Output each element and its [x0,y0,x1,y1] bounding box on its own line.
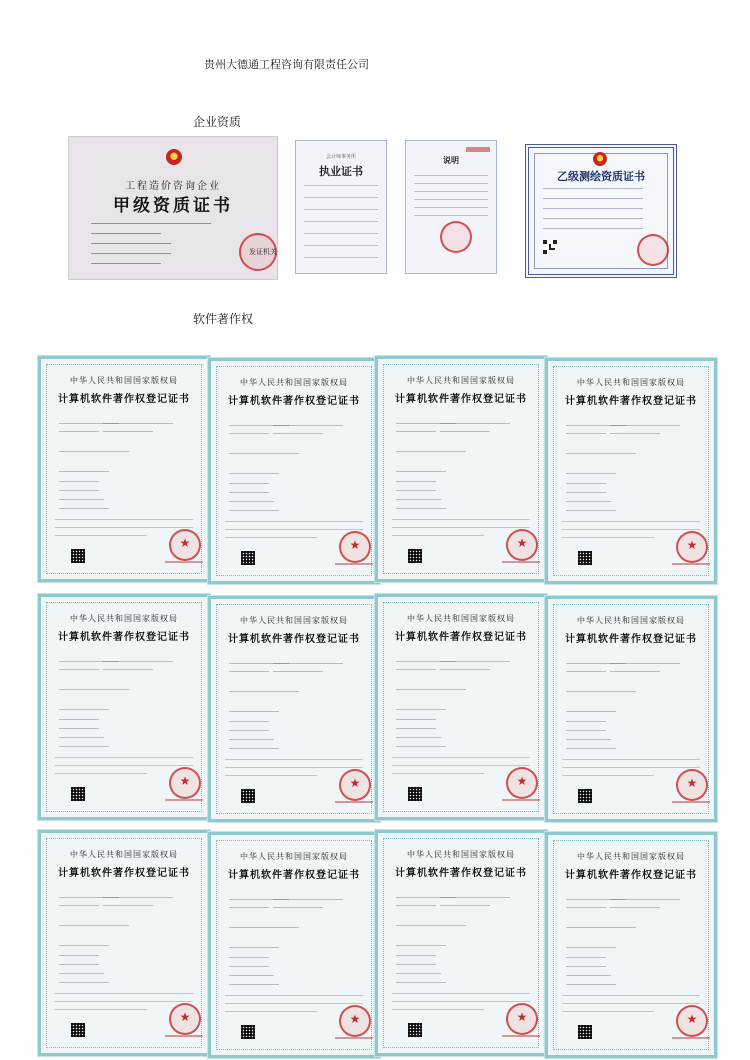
text-line [59,481,99,482]
certificate-page-notes [405,140,497,274]
text-line [566,975,611,976]
text-line [396,719,436,720]
cert-title: 计算机软件著作权登记证书 [565,870,697,881]
text-line [103,431,153,432]
issue-date-line [502,799,540,801]
text-line [59,669,99,670]
software-copyright-certificate [545,358,717,584]
star-icon: ★ [349,538,361,552]
text-line [396,746,446,747]
cert-title: 计算机软件著作权登记证书 [58,868,190,879]
text-line [566,721,606,722]
issuing-authority-label: 发证机关 [249,248,277,256]
cert-authority: 中华人民共和国国家版权局 [577,616,685,625]
qr-code-icon [578,551,592,565]
text-line [543,188,643,189]
text-line [610,425,680,426]
text-line [562,1003,700,1004]
text-line [440,431,490,432]
text-line [396,925,466,926]
section-title-qualifications: 企业资质 [193,115,242,129]
text-line [229,711,279,712]
text-line [103,897,173,898]
national-emblem-icon [166,149,182,165]
qr-code-icon [578,789,592,803]
text-line [225,529,363,530]
software-copyright-certificate [38,830,210,1056]
text-line [225,1011,317,1012]
qualification-cert-cost-consulting [68,136,278,280]
cert-authority: 中华人民共和国国家版权局 [407,376,515,385]
official-seal-icon [339,1005,371,1037]
text-line [562,537,654,538]
star-icon: ★ [179,536,191,550]
cert-title: 执业证书 [319,165,363,178]
text-line [414,199,488,200]
text-line [229,927,299,928]
text-line [59,490,99,491]
text-line [59,451,129,452]
text-line [225,1003,363,1004]
text-line [273,433,323,434]
text-line [59,719,99,720]
text-line [396,709,446,710]
text-line [229,483,269,484]
text-line [566,947,616,948]
cert-title: 计算机软件著作权登记证书 [58,394,190,405]
text-line [59,905,99,906]
qr-code-icon [408,1023,422,1037]
qr-code-icon [543,240,557,254]
serial-number-mark [466,147,490,152]
text-line [91,223,211,224]
text-line [610,907,660,908]
text-line [103,423,173,424]
software-copyright-certificate [208,596,380,822]
official-seal-icon [169,529,201,561]
text-line [229,473,279,474]
text-line [610,433,660,434]
text-line [55,765,193,766]
qr-code-icon [241,789,255,803]
cert-subtitle: 会计师事务所 [325,154,356,160]
text-line [273,907,323,908]
text-line [229,510,279,511]
text-line [55,993,193,994]
text-line [59,925,129,926]
text-line [392,527,530,528]
text-line [229,947,279,948]
official-seal-icon [440,221,472,253]
cert-authority: 中华人民共和国国家版权局 [407,850,515,859]
star-icon: ★ [516,1010,528,1024]
text-line [273,671,323,672]
text-line [562,759,700,760]
text-line [562,995,700,996]
issue-date-line [335,563,373,565]
text-line [59,955,99,956]
text-line [566,483,606,484]
text-line [562,767,700,768]
issue-date-line [672,801,710,803]
qr-code-icon [241,551,255,565]
text-line [229,748,279,749]
text-line [566,739,611,740]
official-seal-icon [339,531,371,563]
text-line [59,499,104,500]
text-line [229,492,269,493]
star-icon: ★ [516,774,528,788]
text-line [396,451,466,452]
official-seal-icon [169,767,201,799]
text-line [304,257,378,258]
cert-authority: 中华人民共和国国家版权局 [70,850,178,859]
national-emblem-icon [593,152,607,166]
issue-date-line [335,1037,373,1039]
qr-code-icon [578,1025,592,1039]
cert-title: 甲级资质证书 [113,196,233,216]
text-line [396,431,436,432]
text-line [440,423,510,424]
text-line [103,661,173,662]
text-line [103,905,153,906]
text-line [225,537,317,538]
text-line [396,945,446,946]
qr-code-icon [408,549,422,563]
text-line [566,984,616,985]
text-line [562,529,700,530]
official-seal-icon [676,769,708,801]
text-line [396,964,436,965]
qualification-cert-surveying [525,144,677,278]
text-line [562,775,654,776]
text-line [440,669,490,670]
official-seal-icon [676,1005,708,1037]
cert-title: 计算机软件著作权登记证书 [565,634,697,645]
text-line [543,198,643,199]
text-line [392,993,530,994]
text-line [562,1011,654,1012]
official-seal-icon [676,531,708,563]
text-line [392,1001,530,1002]
text-line [91,253,171,254]
text-line [91,243,171,244]
text-line [396,471,446,472]
text-line [566,907,606,908]
software-copyright-certificate [545,832,717,1058]
text-line [59,689,129,690]
text-line [396,689,466,690]
text-line [304,209,378,210]
text-line [273,425,343,426]
text-line [55,535,147,536]
text-line [304,245,378,246]
text-line [225,995,363,996]
text-line [304,221,378,222]
text-line [304,185,378,186]
text-line [396,728,436,729]
cert-title: 计算机软件著作权登记证书 [565,396,697,407]
text-line [396,508,446,509]
text-line [59,709,109,710]
notes-title: 说明 [443,156,459,165]
text-line [392,773,484,774]
qr-code-icon [71,1023,85,1037]
qr-code-icon [71,787,85,801]
cert-title: 计算机软件著作权登记证书 [228,870,360,881]
text-line [396,737,441,738]
text-line [543,218,643,219]
text-line [273,899,343,900]
text-line [225,759,363,760]
issue-date-line [502,1035,540,1037]
text-line [396,955,436,956]
text-line [59,982,109,983]
text-line [566,711,616,712]
issue-date-line [672,563,710,565]
qr-code-icon [408,787,422,801]
text-line [414,207,488,208]
text-line [55,519,193,520]
text-line [55,1001,193,1002]
star-icon: ★ [179,774,191,788]
cert-title: 计算机软件著作权登记证书 [395,632,527,643]
section-title-software-copyrights: 软件著作权 [193,312,254,326]
cert-subtitle: 工程造价咨询企业 [125,181,221,192]
cert-title: 计算机软件著作权登记证书 [395,868,527,879]
software-copyright-certificate [208,832,380,1058]
text-line [566,748,616,749]
official-seal-icon [506,767,538,799]
qualification-cert-accounting [293,136,503,280]
text-line [566,730,606,731]
text-line [229,433,269,434]
cert-title: 计算机软件著作权登记证书 [395,394,527,405]
text-line [392,757,530,758]
text-line [91,263,161,264]
text-line [59,508,109,509]
text-line [103,669,153,670]
star-icon: ★ [516,536,528,550]
text-line [59,746,109,747]
issue-date-line [335,801,373,803]
cert-authority: 中华人民共和国国家版权局 [240,616,348,625]
text-line [225,767,363,768]
text-line [414,191,488,192]
text-line [543,228,643,229]
text-line [392,535,484,536]
cert-authority: 中华人民共和国国家版权局 [70,614,178,623]
text-line [59,973,104,974]
text-line [566,671,606,672]
cert-authority: 中华人民共和国国家版权局 [240,378,348,387]
text-line [229,907,269,908]
text-line [229,739,274,740]
cert-title: 计算机软件著作权登记证书 [228,634,360,645]
company-name: 贵州大德通工程咨询有限责任公司 [204,58,369,71]
text-line [543,208,643,209]
software-copyright-certificate [208,358,380,584]
text-line [229,957,269,958]
cert-title: 计算机软件著作权登记证书 [228,396,360,407]
official-seal-icon [506,1003,538,1035]
text-line [440,897,510,898]
issue-date-line [672,1037,710,1039]
text-line [566,957,606,958]
text-line [414,175,488,176]
text-line [59,431,99,432]
star-icon: ★ [349,776,361,790]
official-seal-icon [339,769,371,801]
text-line [229,691,299,692]
star-icon: ★ [686,776,698,790]
software-copyright-certificate [375,830,547,1056]
text-line [392,765,530,766]
text-line [59,964,99,965]
text-line [59,728,99,729]
text-line [566,473,616,474]
text-line [59,737,104,738]
issue-date-line [165,1035,203,1037]
cert-title: 乙级测绘资质证书 [557,170,645,183]
text-line [392,519,530,520]
text-line [566,691,636,692]
official-seal-icon [169,1003,201,1035]
text-line [566,927,636,928]
text-line [55,527,193,528]
text-line [229,730,269,731]
cert-authority: 中华人民共和国国家版权局 [577,852,685,861]
issue-date-line [165,561,203,563]
issue-date-line [165,799,203,801]
text-line [304,197,378,198]
text-line [414,215,488,216]
text-line [225,521,363,522]
text-line [566,453,636,454]
text-line [396,669,436,670]
official-seal-icon [637,234,669,266]
text-line [566,966,606,967]
text-line [59,945,109,946]
text-line [229,501,274,502]
text-line [55,1009,147,1010]
text-line [229,671,269,672]
text-line [566,501,611,502]
text-line [396,499,441,500]
text-line [566,492,606,493]
certificate-page-front [295,140,387,274]
star-icon: ★ [686,538,698,552]
text-line [91,233,161,234]
text-line [396,973,441,974]
text-line [55,773,147,774]
text-line [566,433,606,434]
text-line [440,905,490,906]
cert-authority: 中华人民共和国国家版权局 [407,614,515,623]
cert-authority: 中华人民共和国国家版权局 [70,376,178,385]
cert-authority: 中华人民共和国国家版权局 [240,852,348,861]
text-line [225,775,317,776]
software-copyright-certificate [38,594,210,820]
text-line [392,1009,484,1010]
star-icon: ★ [179,1010,191,1024]
text-line [562,521,700,522]
text-line [610,671,660,672]
text-line [566,510,616,511]
text-line [229,721,269,722]
official-seal-icon [506,529,538,561]
text-line [396,982,446,983]
qr-code-icon [71,549,85,563]
text-line [59,471,109,472]
text-line [414,183,488,184]
text-line [396,490,436,491]
text-line [273,663,343,664]
text-line [396,905,436,906]
software-copyright-certificate [375,594,547,820]
text-line [229,453,299,454]
cert-title: 计算机软件著作权登记证书 [58,632,190,643]
text-line [610,663,680,664]
software-copyright-certificate [545,596,717,822]
text-line [229,984,279,985]
star-icon: ★ [349,1012,361,1026]
text-line [610,899,680,900]
issue-date-line [502,561,540,563]
star-icon: ★ [686,1012,698,1026]
qr-code-icon [241,1025,255,1039]
software-copyright-certificate [38,356,210,582]
cert-authority: 中华人民共和国国家版权局 [577,378,685,387]
software-copyright-certificate [375,356,547,582]
text-line [55,757,193,758]
text-line [440,661,510,662]
text-line [396,481,436,482]
text-line [304,233,378,234]
text-line [229,966,269,967]
text-line [229,975,274,976]
